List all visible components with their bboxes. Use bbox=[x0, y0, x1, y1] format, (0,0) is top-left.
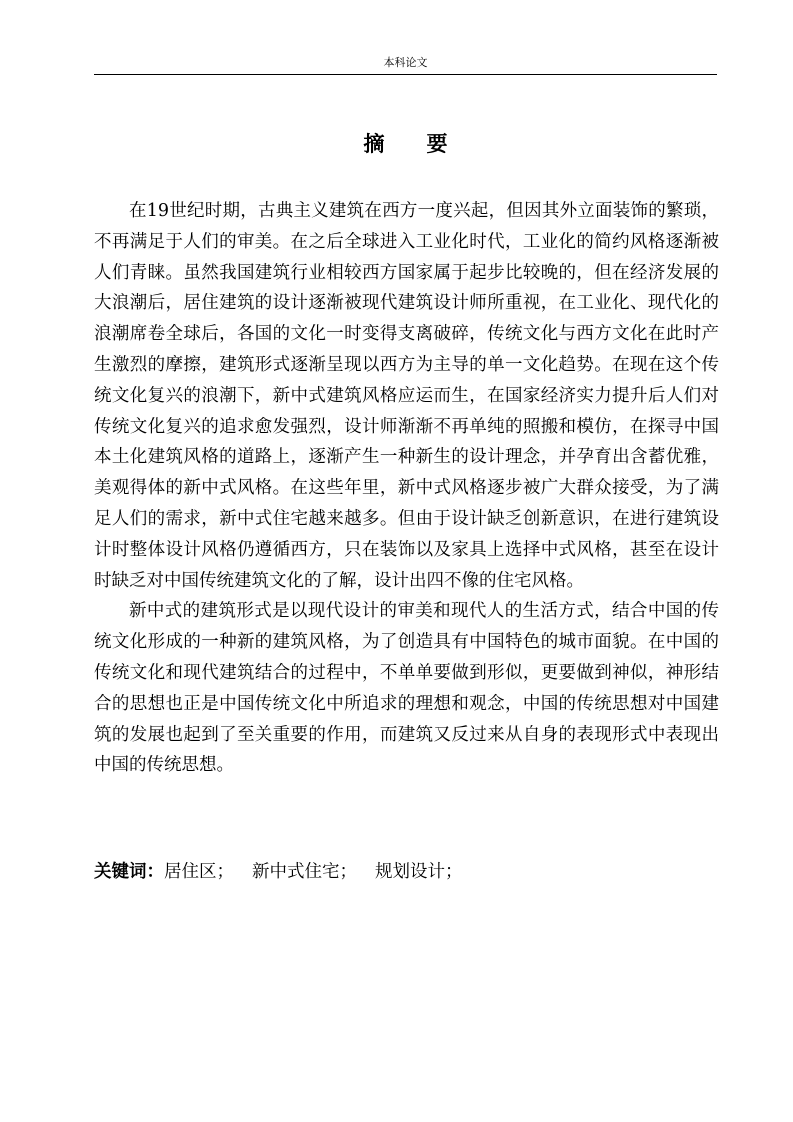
keyword-item-1: 居住区； bbox=[164, 862, 234, 882]
abstract-paragraph-1: 在19世纪时期，古典主义建筑在西方一度兴起，但因其外立面装饰的繁琐，不再满足于人们的审美。在之后全球进入工业化时代，工业化的简约风格逐渐被人们青睐。虽然我国建筑行业相较西方国家属于起步比较晚的，但在经济发展的大浪潮后，居住建筑的设计逐渐被现代建筑设计师所重视，在工业化、现代化的浪潮席卷全球后，各国的文化一时变得支离破碎，传统文化与西方文化在此时产生激烈的摩擦，建筑形式逐渐呈现以西方为主导的单一文化趋势。在现在这个传统文化复兴的浪潮下，新中式建筑风格应运而生，在国家经济实力提升后人们对传统文化复兴的追求愈发强烈，设计师渐渐不再单纯的照搬和模仿，在探寻中国本土化建筑风格的道路上，逐渐产生一种新生的设计理念，并孕育出含蓄优雅，美观得体的新中式风格。在这些年里，新中式风格逐步被广大群众接受，为了满足人们的需求，新中式住宅越来越多。但由于设计缺乏创新意识，在进行建筑设计时整体设计风格仍遵循西方，只在装饰以及家具上选择中式风格，甚至在设计时缺乏对中国传统建筑文化的了解，设计出四不像的住宅风格。 bbox=[94, 201, 719, 591]
running-header: 本科论文 bbox=[383, 56, 428, 69]
abstract-body bbox=[94, 196, 719, 781]
header-rule bbox=[94, 74, 717, 75]
abstract-paragraph-2: 新中式的建筑形式是以现代设计的审美和现代人的生活方式，结合中国的传统文化形成的一种新的建筑风格，为了创造具有中国特色的城市面貌。在中国的传统文化和现代建筑结合的过程中，不单单要做到形似，更要做到神似，神形结合的思想也正是中国传统文化中所追求的理想和观念，中国的传统思想对中国建筑的发展也起到了至关重要的作用，而建筑又反过来从自身的表现形式中表现出中国的传统思想。 bbox=[94, 601, 719, 776]
keyword-item-3: 规划设计； bbox=[375, 862, 463, 882]
keywords-line bbox=[94, 858, 717, 886]
keywords-label: 关键词： bbox=[94, 862, 164, 882]
abstract-title: 摘要 bbox=[363, 132, 490, 156]
keyword-item-2: 新中式住宅； bbox=[252, 862, 357, 882]
